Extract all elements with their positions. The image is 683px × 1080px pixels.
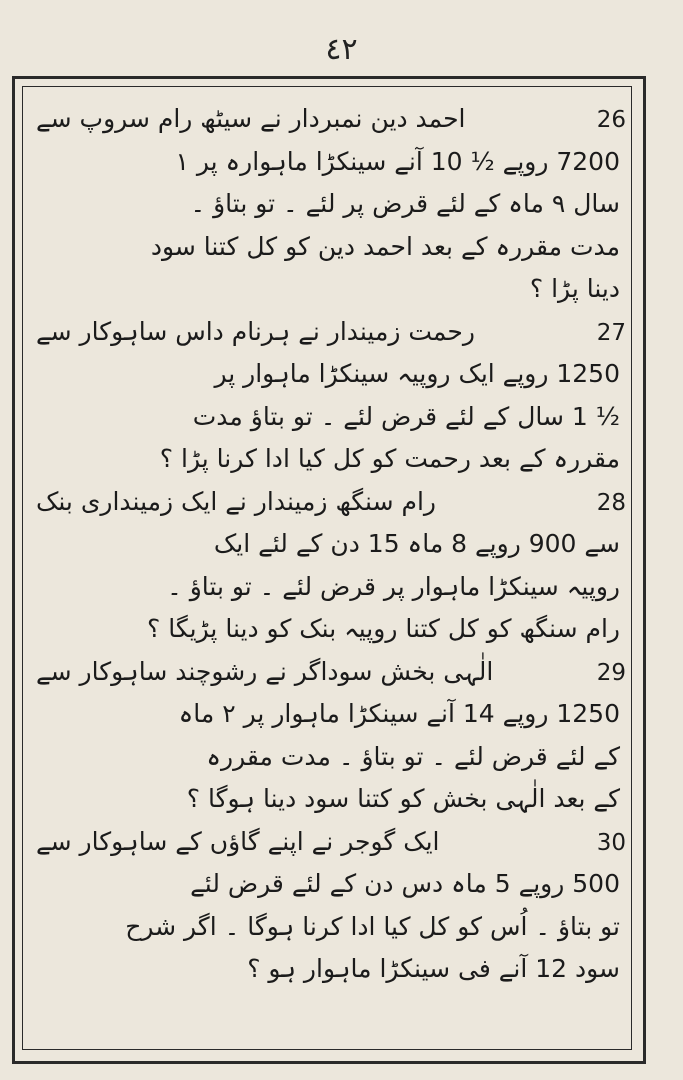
problem-line: مدت مقررہ کے بعد احمد دین کو کل کتنا سود <box>150 231 620 261</box>
problem-number: 29 <box>596 659 626 686</box>
problem-line: کے بعد الٰہی بخش کو کتنا سود دینا ہوگا ؟ <box>186 784 620 813</box>
problem-number: 28 <box>596 489 626 516</box>
problem-text: احمد دین نمبردار نے سیٹھ رام سروپ سے <box>36 104 466 133</box>
problem-line: 500 روپے 5 ماہ دس دن کے لئے قرض لئے <box>190 869 620 898</box>
problem-line: رام سنگھ کو کل کتنا روپیہ بنک کو دینا پڑیگا ؟ <box>147 614 620 643</box>
problem-29-line-1 <box>36 651 626 694</box>
problem-text: رام سنگھ زمیندار نے ایک زمینداری بنک <box>36 486 436 516</box>
problem-line: تو بتاؤ ۔ اُس کو کل کیا ادا کرنا ہوگا ۔ اگر شرح <box>125 911 620 941</box>
problem-28-line-1 <box>36 481 626 524</box>
problem-30-line-1 <box>36 821 626 864</box>
problem-number: 26 <box>596 107 626 133</box>
problem-text: الٰہی بخش سوداگر نے رشوچند ساہوکار سے <box>36 656 494 686</box>
page-number: ٤٢ <box>325 32 358 67</box>
problem-text: رحمت زمیندار نے ہرنام داس ساہوکار سے <box>36 316 475 346</box>
problem-line: 1250 روپے ایک روپیہ سینکڑا ماہوار پر <box>214 359 620 388</box>
problem-number: 30 <box>596 829 626 856</box>
problem-line: مقررہ کے بعد رحمت کو کل کیا ادا کرنا پڑا ؟ <box>159 444 620 473</box>
problem-text: ایک گوجر نے اپنے گاؤں کے ساہوکار سے <box>36 826 440 856</box>
problem-line: سے 900 روپے 8 ماہ 15 دن کے لئے ایک <box>213 529 620 558</box>
problem-27-line-1 <box>36 311 626 354</box>
problem-line: 7200 روپے ½ 10 آنے سینکڑا ماہوارہ پر ۱ <box>175 146 620 176</box>
problem-line: کے لئے قرض لئے ۔ تو بتاؤ ۔ مدت مقررہ <box>206 741 620 771</box>
problem-line: سود 12 آنے فی سینکڑا ماہوار ہو ؟ <box>247 954 620 983</box>
problem-line: ½ 1 سال کے لئے قرض لئے ۔ تو بتاؤ مدت <box>192 401 620 431</box>
problem-line: روپیہ سینکڑا ماہوار پر قرض لئے ۔ تو بتاؤ ۔ <box>167 571 620 601</box>
problems-text <box>36 98 626 991</box>
problem-number: 27 <box>596 319 626 346</box>
problem-line: دینا پڑا ؟ <box>529 274 620 303</box>
problem-line: سال ۹ ماہ کے لئے قرض پر لئے ۔ تو بتاؤ ۔ <box>190 189 620 218</box>
problem-line: 1250 روپے 14 آنے سینکڑا ماہوار پر ۲ ماہ <box>178 699 620 728</box>
problem-26-line-1 <box>36 98 626 141</box>
